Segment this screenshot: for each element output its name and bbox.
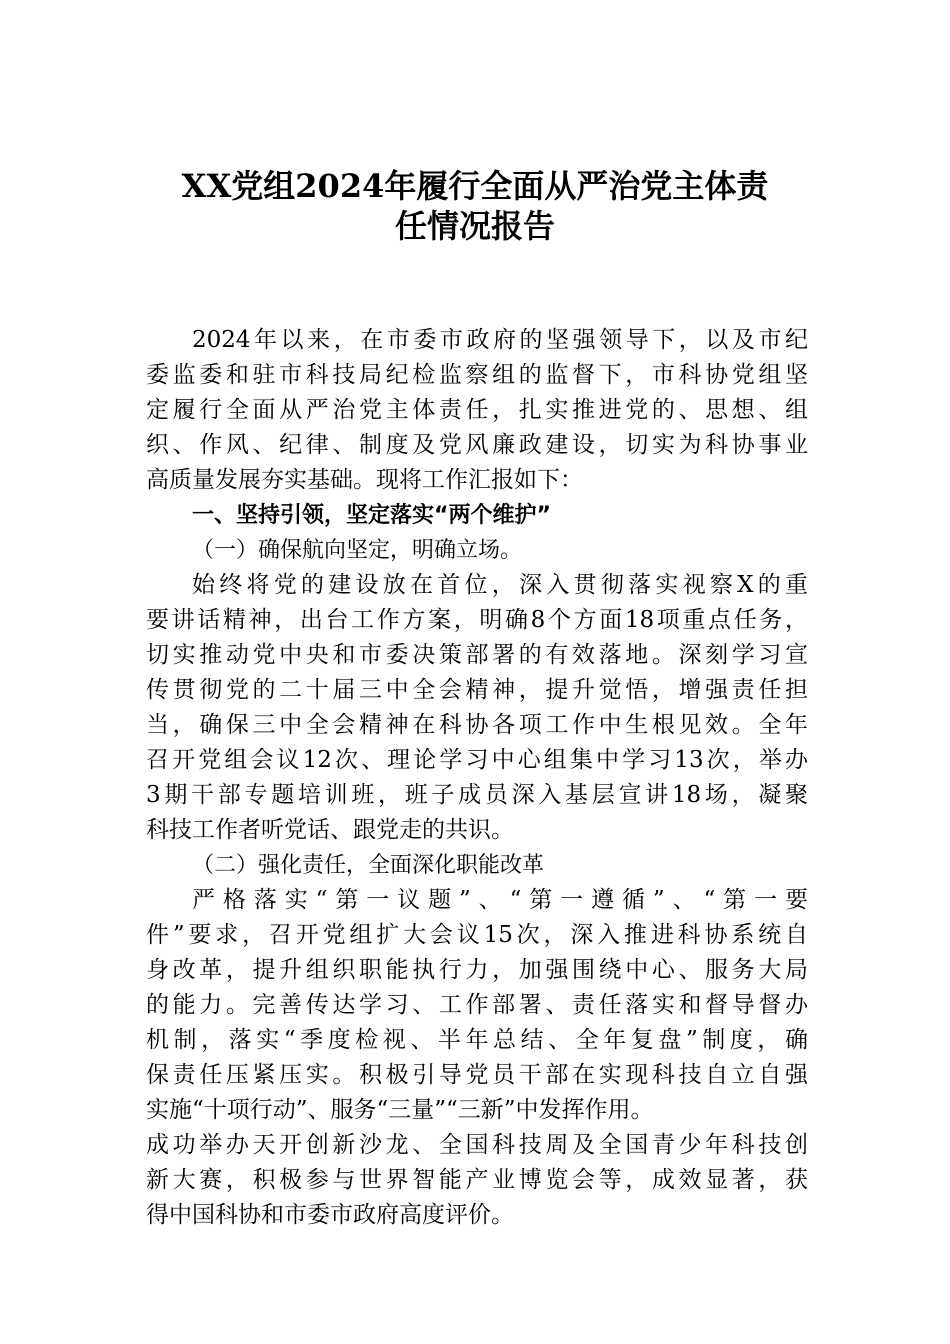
document-title-line-1: XX党组2024年履行全面从严治党主体责 — [181, 167, 769, 205]
paragraph-line: 始终将党的建设放在首位，深入贯彻落实视察X的重 — [192, 572, 808, 598]
paragraph-line: 机制，落实“季度检视、半年总结、全年复盘”制度，确 — [146, 1027, 808, 1053]
paragraph-line: 要讲话精神，出台工作方案，明确8个方面18项重点任务， — [146, 607, 808, 633]
intro-line: 高质量发展夯实基础。现将工作汇报如下： — [146, 467, 583, 493]
paragraph-line: 召开党组会议12次、理论学习中心组集中学习13次，举办 — [146, 747, 808, 773]
intro-line: 2024年以来，在市委市政府的坚强领导下，以及市纪 — [192, 327, 808, 353]
subsection-heading: （一）确保航向坚定，明确立场。 — [192, 538, 523, 563]
intro-line: 委监委和驻市科技局纪检监察组的监督下，市科协党组坚 — [146, 362, 808, 388]
intro-line: 织、作风、纪律、制度及党风廉政建设，切实为科协事业 — [146, 432, 808, 458]
paragraph-line: 新大赛，积极参与世界智能产业博览会等，成效显著，获 — [146, 1167, 808, 1193]
subsection-heading: （二）强化责任，全面深化职能改革 — [192, 853, 545, 878]
paragraph-line: 成功举办天开创新沙龙、全国科技周及全国青少年科技创 — [146, 1132, 808, 1158]
paragraph-line: 件”要求，召开党组扩大会议15次，深入推进科协系统自 — [146, 922, 808, 948]
paragraph-line: 实施“十项行动”、服务“三量”“三新”中发挥作用。 — [146, 1097, 654, 1123]
paragraph-line: 保责任压紧压实。积极引导党员干部在实现科技自立自强 — [146, 1062, 808, 1088]
paragraph-line: 3期干部专题培训班，班子成员深入基层宣讲18场，凝聚 — [146, 782, 808, 808]
paragraph-line: 当，确保三中全会精神在科协各项工作中生根见效。全年 — [146, 712, 808, 738]
document-title-line-2: 任情况报告 — [394, 207, 555, 245]
paragraph-line: 严格落实“第一议题”、“第一遵循”、“第一要 — [192, 887, 808, 913]
paragraph-line: 传贯彻党的二十届三中全会精神，提升觉悟，增强责任担 — [146, 677, 808, 703]
intro-line: 定履行全面从严治党主体责任，扎实推进党的、思想、组 — [146, 397, 808, 423]
section-heading: 一、坚持引领，坚定落实“两个维护” — [192, 503, 551, 528]
paragraph-line: 身改革，提升组织职能执行力，加强围绕中心、服务大局 — [146, 957, 808, 983]
paragraph-line: 切实推动党中央和市委决策部署的有效落地。深刻学习宣 — [146, 642, 808, 668]
paragraph-line: 得中国科协和市委市政府高度评价。 — [146, 1202, 514, 1228]
document-body — [146, 323, 808, 1233]
paragraph-line: 科技工作者听党话、跟党走的共识。 — [146, 817, 514, 843]
paragraph-line: 的能力。完善传达学习、工作部署、责任落实和督导督办 — [146, 992, 808, 1018]
